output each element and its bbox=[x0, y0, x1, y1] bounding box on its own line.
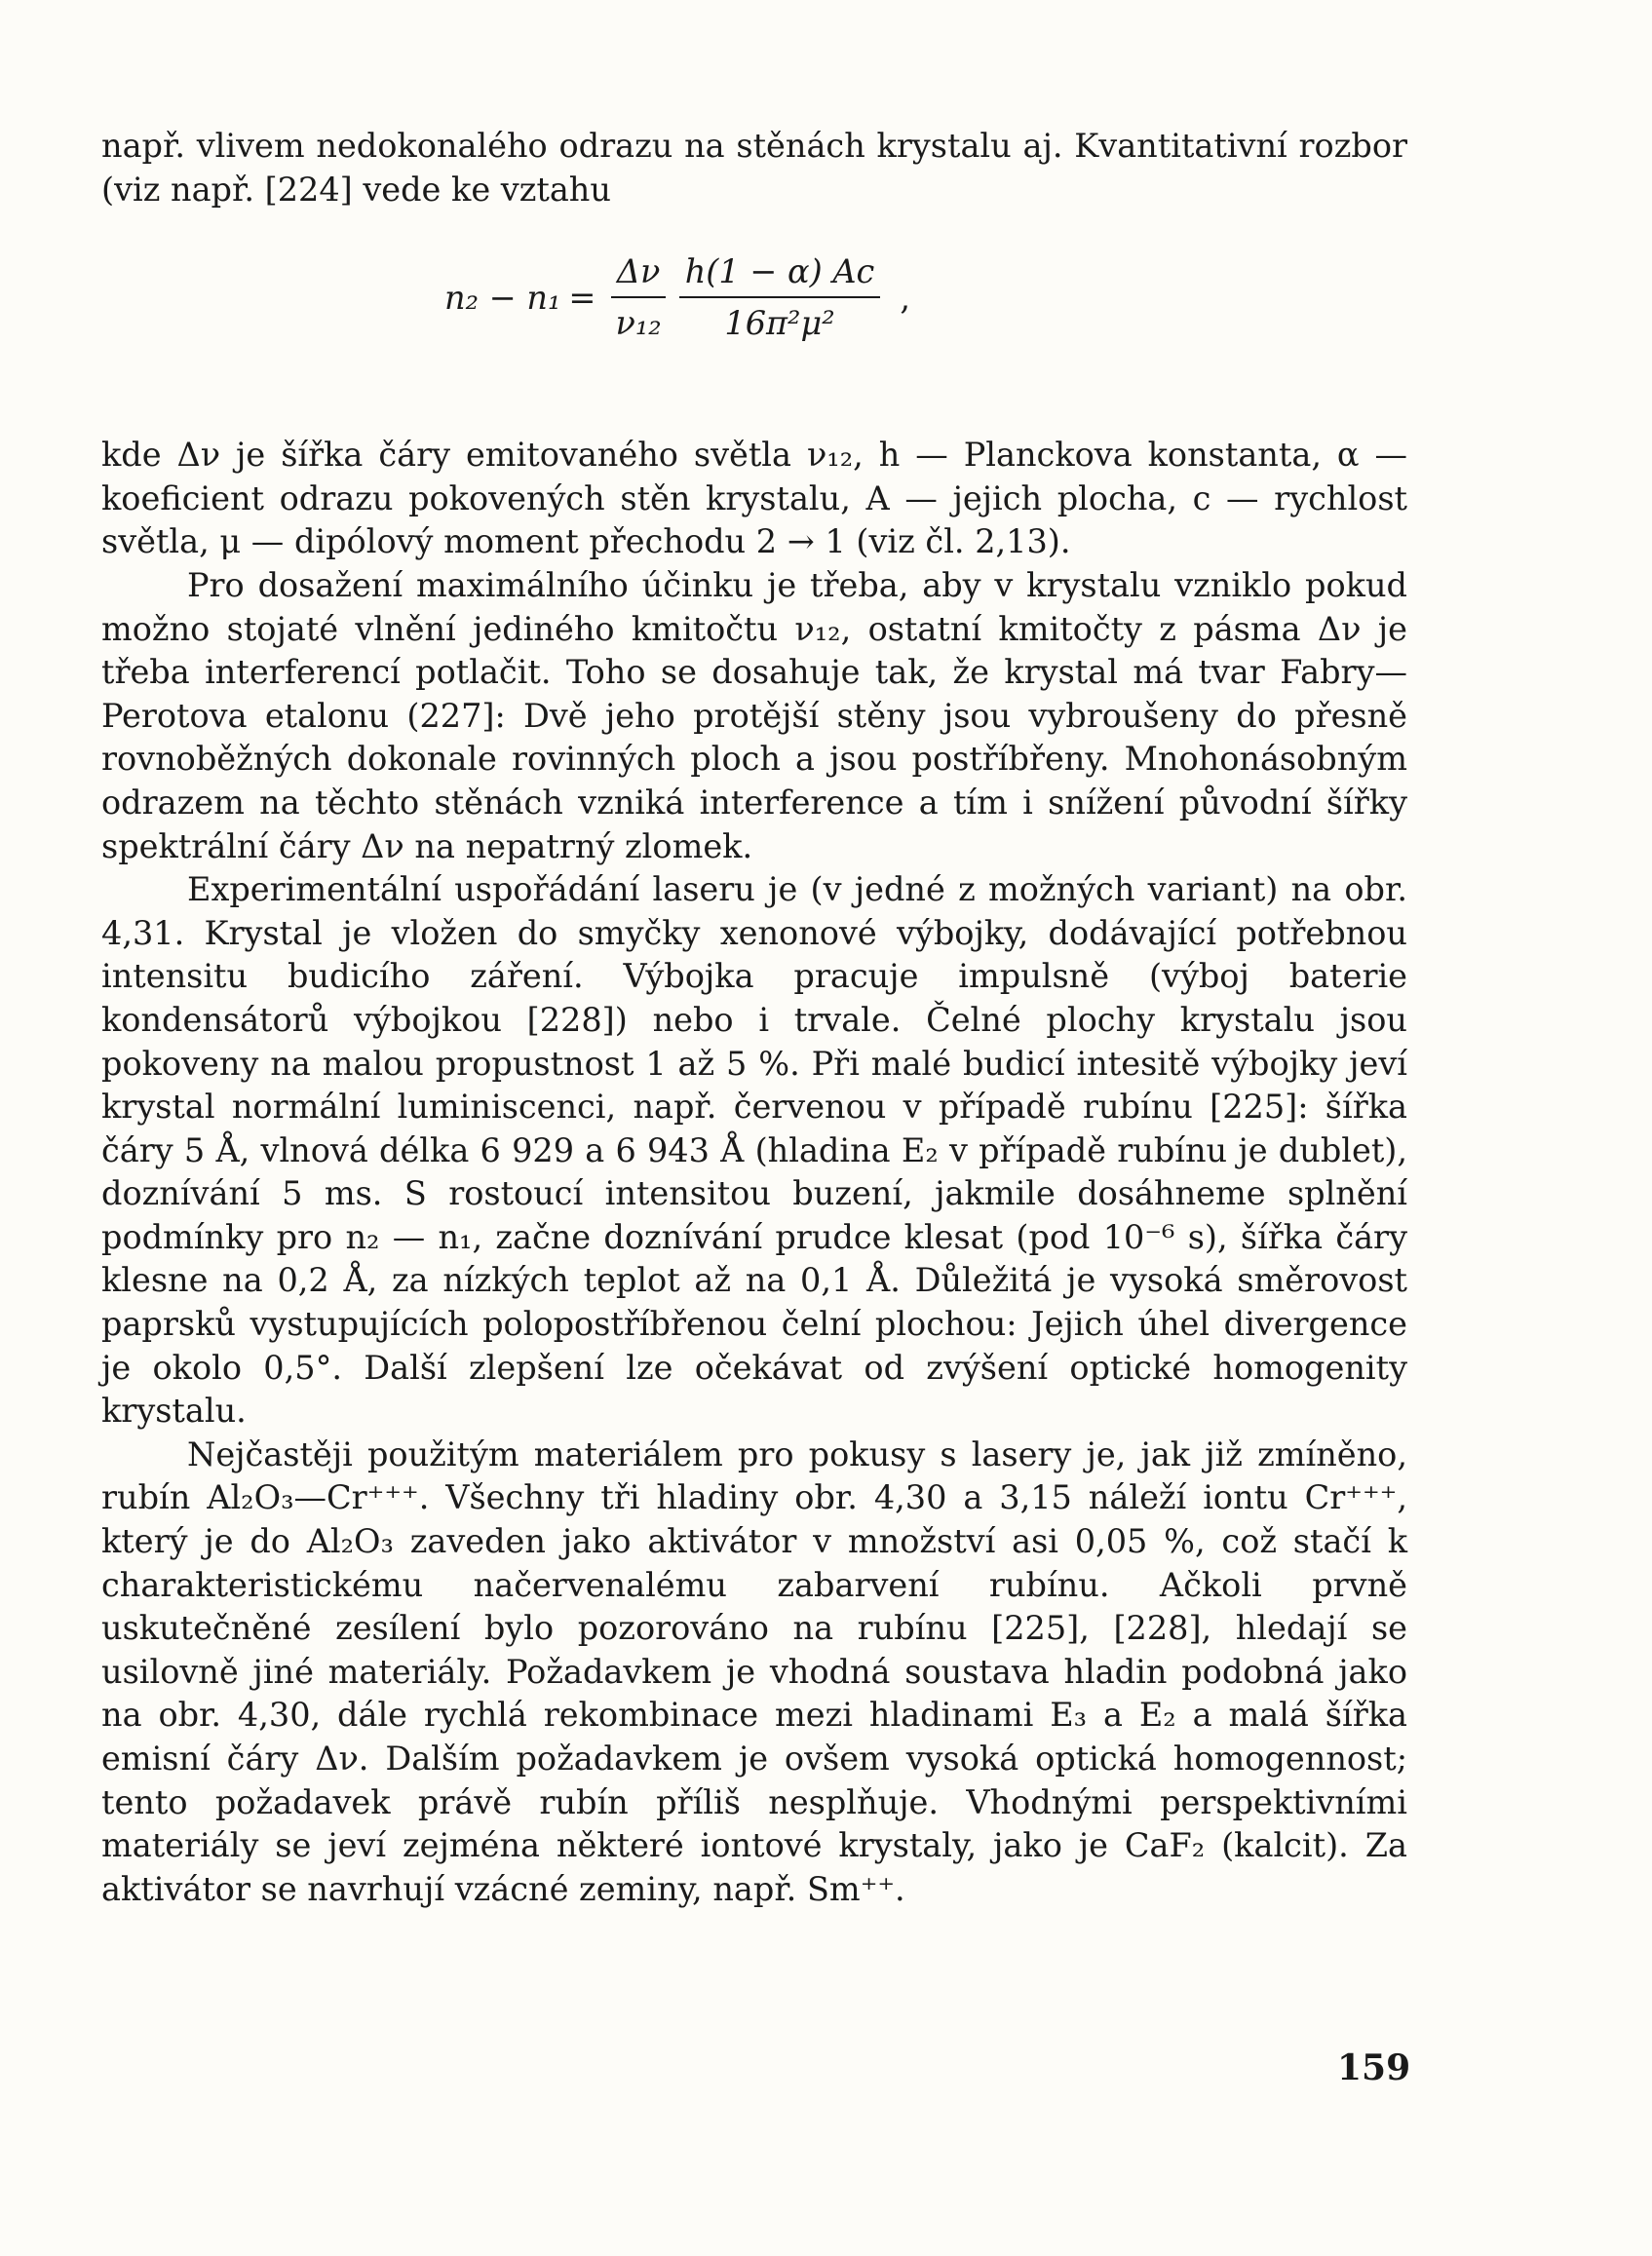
paragraph-definitions: kde Δν je šířka čáry emitovaného světla ν₁₂, h — Planckova konstanta, α — koeficient odrazu pokovených stěn krystalu, A — jejich plocha, c — rychlost světla, μ — dipólový moment přechodu 2 → 1 (viz čl. 2,13). bbox=[101, 436, 1407, 561]
paragraph-intro: např. vlivem nedokonalého odrazu na stěnách krystalu aj. Kvantitativní rozbor (viz např. [224] vede ke vztahu bbox=[101, 127, 1407, 209]
paragraph-fabry-perot: Pro dosažení maximálního účinku je třeba, aby v krystalu vzniklo pokud možno stojaté vlnění jediného kmitočtu ν₁₂, ostatní kmitočty z pásma Δν je třeba interferencí potlačit. Toho se dosahuje tak, že krystal má tvar Fabry—Perotova etalonu (227]: Dvě jeho protější stěny jsou vybroušeny do přesně rovnoběžných dokonale rovinných ploch a jsou postříbřeny. Mnohonásobným odrazem na těchto stěnách vzniká interference a tím i snížení původní šířky spektrální čáry Δν na nepatrný zlomek. bbox=[101, 565, 1407, 865]
page-body bbox=[101, 125, 1407, 1911]
equation-comma: , bbox=[900, 278, 910, 317]
fraction-numerator: h(1 − α) Ac bbox=[679, 252, 881, 298]
page-number: 159 bbox=[1337, 2047, 1411, 2088]
fraction-linewidth bbox=[609, 252, 667, 342]
fraction-constants bbox=[679, 252, 881, 342]
paragraph-experimental-setup: Experimentální uspořádání laseru je (v jedné z možných variant) na obr. 4,31. Krystal je vložen do smyčky xenonové výbojky, dodávající potřebnou intensitu budicího záření. Výbojka pracuje impulsně (výboj baterie kondensátorů výbojkou [228]) nebo i trvale. Čelné plochy krystalu jsou pokoveny na malou propustnost 1 až 5 %. Při malé budicí intesitě výbojky jeví krystal normální luminiscenci, např. červenou v případě rubínu [225]: šířka čáry 5 Å, vlnová délka 6 929 a 6 943 Å (hladina E₂ v případě rubínu je dublet), doznívání 5 ms. S rostoucí intensitou buzení, jakmile dosáhneme splnění podmínky pro n₂ — n₁, začne doznívání prudce klesat (pod 10⁻⁶ s), šířka čáry klesne na 0,2 Å, za nízkých teplot až na 0,1 Å. Důležitá je vysoká směrovost paprsků vystupujících polopostříbřenou čelní plochou: Jejich úhel divergence je okolo 0,5°. Další zlepšení lze očekávat od zvýšení optické homogenity krystalu. bbox=[101, 870, 1407, 1431]
paragraph-materials: Nejčastěji použitým materiálem pro pokusy s lasery je, jak již zmíněno, rubín Al₂O₃—Cr⁺⁺⁺. Všechny tři hladiny obr. 4,30 a 3,15 náleží iontu Cr⁺⁺⁺, který je do Al₂O₃ zaveden jako aktivátor v množství asi 0,05 %, což stačí k charakteristickému načervenalému zabarvení rubínu. Ačkoli prvně uskutečněné zesílení bylo pozorováno na rubínu [225], [228], hledají se usilovně jiné materiály. Požadavkem je vhodná soustava hladin podobná jako na obr. 4,30, dále rychlá rekombinace mezi hladinami E₃ a E₂ a malá šířka emisní čáry Δν. Dalším požadavkem je ovšem vysoká optická homogennost; tento požadavek právě rubín příliš nesplňuje. Vhodnými perspektivními materiály se jeví zejména některé iontové krystaly, jako je CaF₂ (kalcit). Za aktivátor se navrhují vzácné zeminy, např. Sm⁺⁺. bbox=[101, 1434, 1407, 1908]
fraction-denominator: 16π²μ² bbox=[724, 304, 835, 343]
fraction-numerator: Δν bbox=[611, 252, 667, 298]
fraction-denominator: ν₁₂ bbox=[615, 304, 662, 343]
equation bbox=[444, 252, 910, 342]
equation-lhs: n₂ − n₁ bbox=[444, 278, 561, 317]
equation-equals: = bbox=[568, 278, 596, 317]
equation-block bbox=[101, 219, 1407, 428]
